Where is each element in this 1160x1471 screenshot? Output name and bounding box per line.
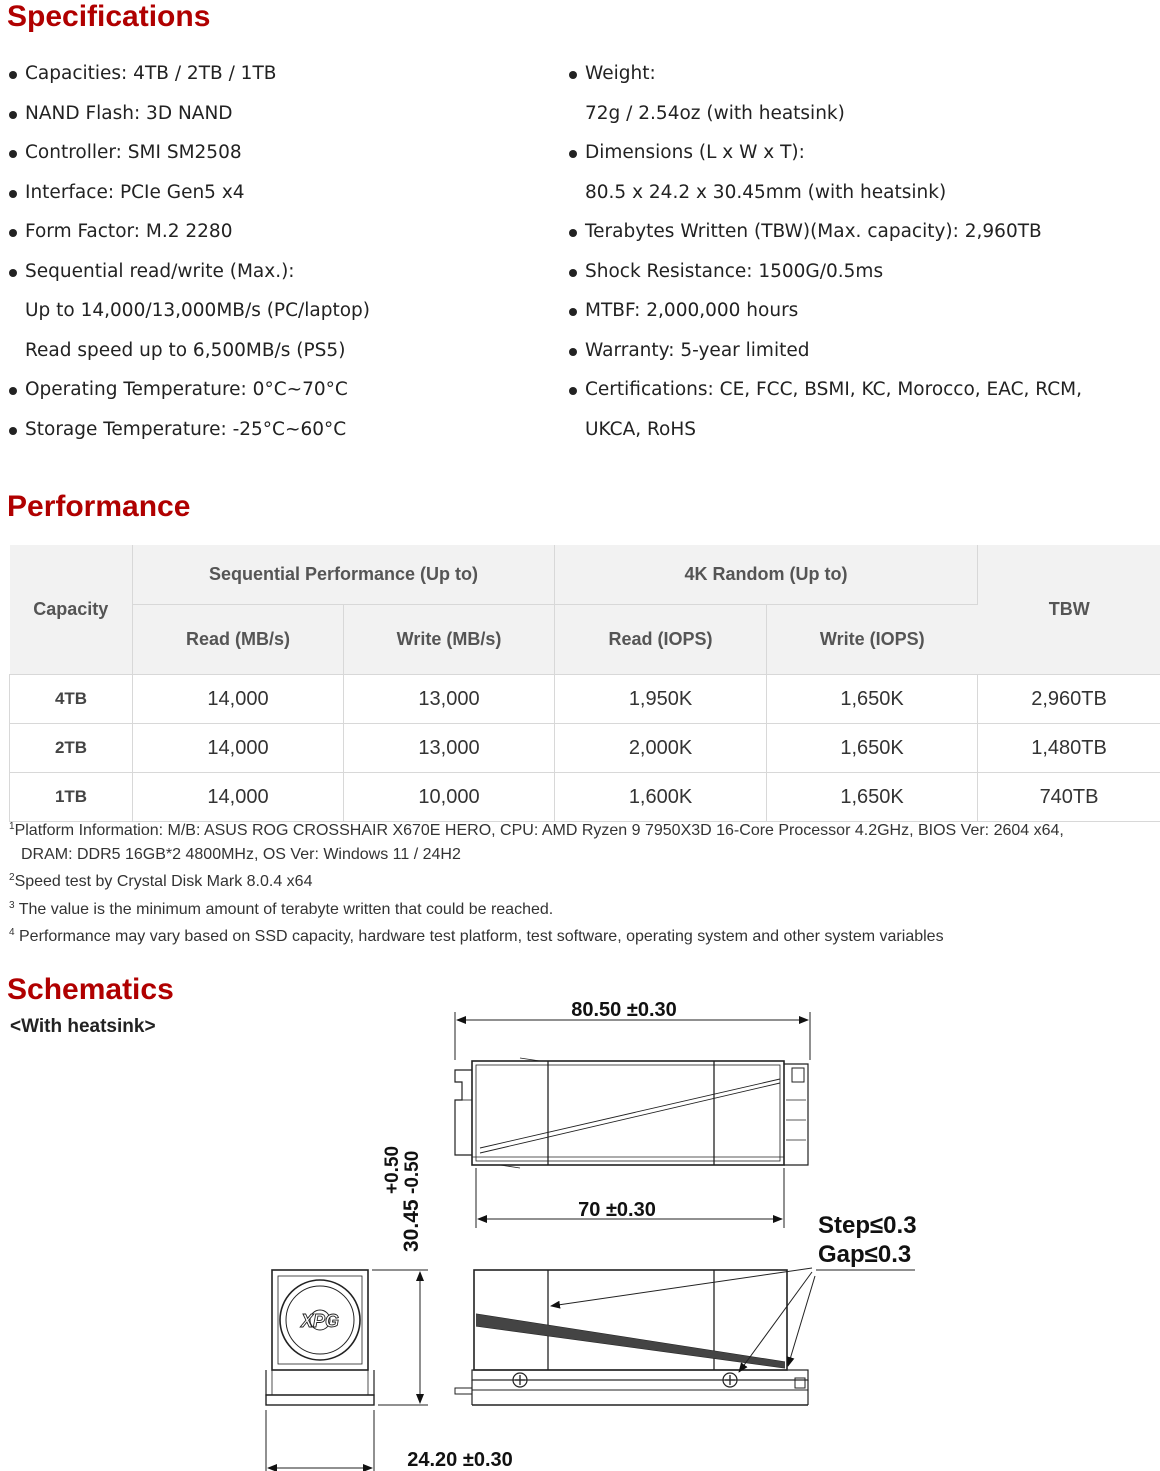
spec-item-text: Warranty: 5-year limited: [585, 339, 810, 361]
footnote-4: $^4$ Performance may vary based on SSD capacity, hardware test platform, test software, operating system and other system variables: [9, 927, 944, 945]
spec-item-text: Storage Temperature: -25°C~60°C: [25, 418, 347, 440]
schematics-title: Schematics: [7, 973, 174, 1006]
spec-item-text: Sequential read/write (Max.):: [25, 260, 295, 282]
dim-height-tol-minus: -0.50: [402, 1150, 423, 1194]
specifications-title: Specifications: [7, 0, 211, 33]
spec-item-text: Controller: SMI SM2508: [25, 142, 242, 163]
spec-item-text: 72g / 2.54oz (with heatsink): [585, 102, 845, 124]
bullet-icon: [569, 348, 577, 356]
bullet-icon: [569, 308, 577, 316]
header-tbw: TBW: [978, 545, 1160, 675]
capacity-cell: 1TB: [10, 773, 133, 822]
spec-item-text: Up to 14,000/13,000MB/s (PC/laptop): [25, 300, 370, 321]
schematic-drawing: [0, 990, 1160, 1471]
spec-item: [567, 252, 1082, 292]
spec-item-text: Read speed up to 6,500MB/s (PS5): [25, 339, 346, 361]
dim-height-tol-plus: +0.50: [382, 1145, 403, 1194]
bullet-icon: [9, 229, 17, 237]
header-sequential: Sequential Performance (Up to): [133, 545, 555, 605]
bullet-icon: [9, 387, 17, 395]
spec-item: [7, 212, 370, 252]
bullet-icon: [9, 427, 17, 435]
header-capacity: Capacity: [10, 545, 133, 675]
spec-item: [7, 173, 370, 213]
bullet-icon: [569, 387, 577, 395]
value-cell: 1,480TB: [978, 724, 1160, 773]
spec-item: [567, 291, 1082, 331]
bullet-icon: [9, 111, 17, 119]
footnote-3: $^3$ The value is the minimum amount of terabyte written that could be reached.: [9, 899, 554, 918]
spec-item-text: Capacities: 4TB / 2TB / 1TB: [25, 63, 277, 84]
bullet-icon: [569, 269, 577, 277]
value-cell: 14,000: [133, 724, 344, 773]
spec-item: [567, 410, 1082, 450]
value-cell: 13,000: [344, 724, 555, 773]
spec-item-text: 80.5 x 24.2 x 30.45mm (with heatsink): [585, 181, 947, 203]
value-cell: 1,650K: [767, 724, 978, 773]
dim-length-label: 80.50 ±0.30: [571, 999, 677, 1021]
bullet-icon: [9, 269, 17, 277]
spec-item: [567, 133, 1082, 173]
spec-list-right: [567, 54, 1082, 449]
spec-item: [7, 54, 370, 94]
footnote-1-cont: DRAM: DDR5 16GB*2 4800MHz, OS Ver: Windows 11 / 24H2: [21, 845, 461, 863]
spec-item-text: Operating Temperature: 0°C~70°C: [25, 379, 348, 400]
xpg-logo: XPG: [300, 1311, 340, 1331]
value-cell: 1,650K: [767, 773, 978, 822]
spec-item-text: Shock Resistance: 1500G/0.5ms: [585, 260, 884, 282]
spec-item: [7, 252, 370, 292]
table-row: [10, 724, 1160, 773]
spec-list-left: [7, 54, 370, 449]
spec-item: [7, 94, 370, 134]
dim-width-label: 24.20 ±0.30: [407, 1449, 513, 1471]
header-rand-read: Read (IOPS): [555, 605, 767, 675]
spec-item: [567, 54, 1082, 94]
spec-item-text: Form Factor: M.2 2280: [25, 221, 233, 242]
header-rand-write: Write (IOPS): [767, 605, 978, 675]
footnote-2: $^2$Speed test by Crystal Disk Mark 8.0.4 x64: [9, 872, 313, 890]
value-cell: 1,950K: [555, 675, 767, 724]
spec-item: [7, 331, 370, 371]
bullet-icon: [9, 150, 17, 158]
schematics-subtitle: <With heatsink>: [10, 1016, 156, 1037]
footnotes: [9, 815, 1064, 949]
dim-inner-length-label: 70 ±0.30: [578, 1199, 656, 1221]
value-cell: 1,600K: [555, 773, 767, 822]
bullet-icon: [569, 229, 577, 237]
value-cell: 13,000: [344, 675, 555, 724]
spec-item: [567, 212, 1082, 252]
value-cell: 14,000: [133, 675, 344, 724]
header-random: 4K Random (Up to): [555, 545, 978, 605]
spec-item-text: Terabytes Written (TBW)(Max. capacity): 2,960TB: [585, 221, 1042, 242]
spec-item: [567, 370, 1082, 410]
performance-title: Performance: [7, 490, 191, 523]
spec-item: [567, 173, 1082, 213]
spec-item: [567, 94, 1082, 134]
capacity-cell: 2TB: [10, 724, 133, 773]
value-cell: 1,650K: [767, 675, 978, 724]
capacity-cell: 4TB: [10, 675, 133, 724]
value-cell: 740TB: [978, 773, 1160, 822]
value-cell: 14,000: [133, 773, 344, 822]
header-seq-read: Read (MB/s): [133, 605, 344, 675]
spec-item: [7, 410, 370, 450]
spec-item-text: UKCA, RoHS: [585, 418, 696, 440]
performance-table: [9, 545, 1160, 822]
bullet-icon: [9, 190, 17, 198]
bullet-icon: [9, 71, 17, 79]
spec-item-text: Weight:: [585, 63, 656, 84]
bullet-icon: [569, 71, 577, 79]
spec-item-text: Interface: PCIe Gen5 x4: [25, 181, 245, 203]
header-seq-write: Write (MB/s): [344, 605, 555, 675]
value-cell: 2,960TB: [978, 675, 1160, 724]
dim-height-label: 30.45: [400, 1199, 423, 1252]
value-cell: 10,000: [344, 773, 555, 822]
spec-item-text: MTBF: 2,000,000 hours: [585, 300, 799, 321]
spec-item-text: Certifications: CE, FCC, BSMI, KC, Morocco, EAC, RCM,: [585, 379, 1082, 400]
footnote-1: $^1$Platform Information: M/B: ASUS ROG CROSSHAIR X670E HERO, CPU: AMD Ryzen 9 7950X3D 16-Core Processor 4.2GHz, BIOS Ver: 2604 x64,: [9, 821, 1064, 839]
spec-item: [7, 291, 370, 331]
spec-item-text: Dimensions (L x W x T):: [585, 142, 805, 163]
value-cell: 2,000K: [555, 724, 767, 773]
step-note: Step≤0.3: [818, 1212, 917, 1239]
spec-item: [7, 133, 370, 173]
table-row: [10, 675, 1160, 724]
gap-note: Gap≤0.3: [818, 1241, 912, 1268]
bullet-icon: [569, 150, 577, 158]
spec-item-text: NAND Flash: 3D NAND: [25, 102, 233, 124]
spec-item: [567, 331, 1082, 371]
spec-item: [7, 370, 370, 410]
